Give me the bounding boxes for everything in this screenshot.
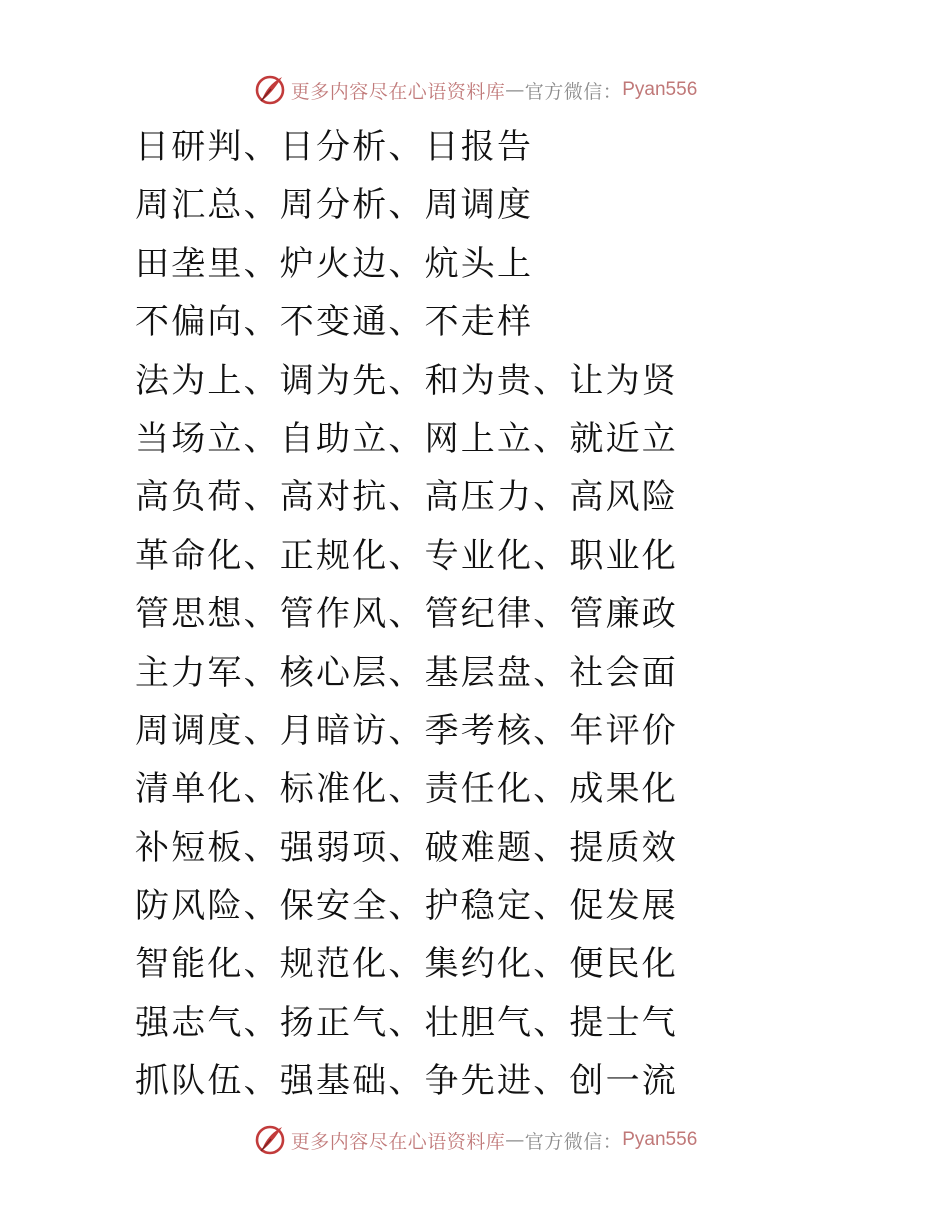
- phrase-line: 当场立、自助立、网上立、就近立: [135, 418, 678, 459]
- phrase-line: 日研判、日分析、日报告: [135, 127, 534, 167]
- phrase-line: 不偏向、不变通、不走样: [135, 302, 534, 343]
- footer-watermark: [0, 1120, 950, 1160]
- phrase-line: 革命化、正规化、专业化、职业化: [135, 535, 678, 576]
- watermark-text: 更多内容尽在心语资料库: [290, 80, 506, 103]
- phrase-line: 清单化、标准化、责任化、成果化: [135, 769, 678, 810]
- phrase-line: 周汇总、周分析、周调度: [135, 185, 534, 226]
- watermark-wechat-id: Pyan556: [622, 1129, 698, 1150]
- phrase-line: 田垄里、炉火边、炕头上: [135, 243, 534, 284]
- phrase-line: 智能化、规范化、集约化、便民化: [135, 944, 678, 985]
- watermark-text: 更多内容尽在心语资料库: [290, 1130, 506, 1153]
- phrase-line: 周调度、月暗访、季考核、年评价: [135, 710, 678, 751]
- phrase-line: 防风险、保安全、护稳定、促发展: [135, 886, 678, 927]
- watermark-wechat-label: 官方微信：: [524, 1130, 623, 1153]
- phrase-line: 主力军、核心层、基层盘、社会面: [135, 652, 678, 693]
- watermark-dash: —: [505, 1129, 525, 1151]
- phrase-line: 管思想、管作风、管纪律、管廉政: [135, 594, 678, 635]
- watermark-dash: —: [505, 79, 525, 101]
- header-watermark: [0, 70, 950, 110]
- phrase-list: [135, 118, 678, 1111]
- watermark-wechat-id: Pyan556: [622, 79, 698, 100]
- phrase-line: 法为上、调为先、和为贵、让为贤: [135, 360, 678, 401]
- phrase-line: 补短板、强弱项、破难题、提质效: [135, 827, 678, 868]
- phrase-line: 抓队伍、强基础、争先进、创一流: [135, 1061, 678, 1102]
- feather-pen-icon: [253, 1123, 287, 1157]
- phrase-line: 高负荷、高对抗、高压力、高风险: [135, 477, 678, 518]
- feather-pen-icon: [253, 73, 287, 107]
- watermark-wechat-label: 官方微信：: [524, 80, 623, 103]
- phrase-line: 强志气、扬正气、壮胆气、提士气: [135, 1002, 678, 1043]
